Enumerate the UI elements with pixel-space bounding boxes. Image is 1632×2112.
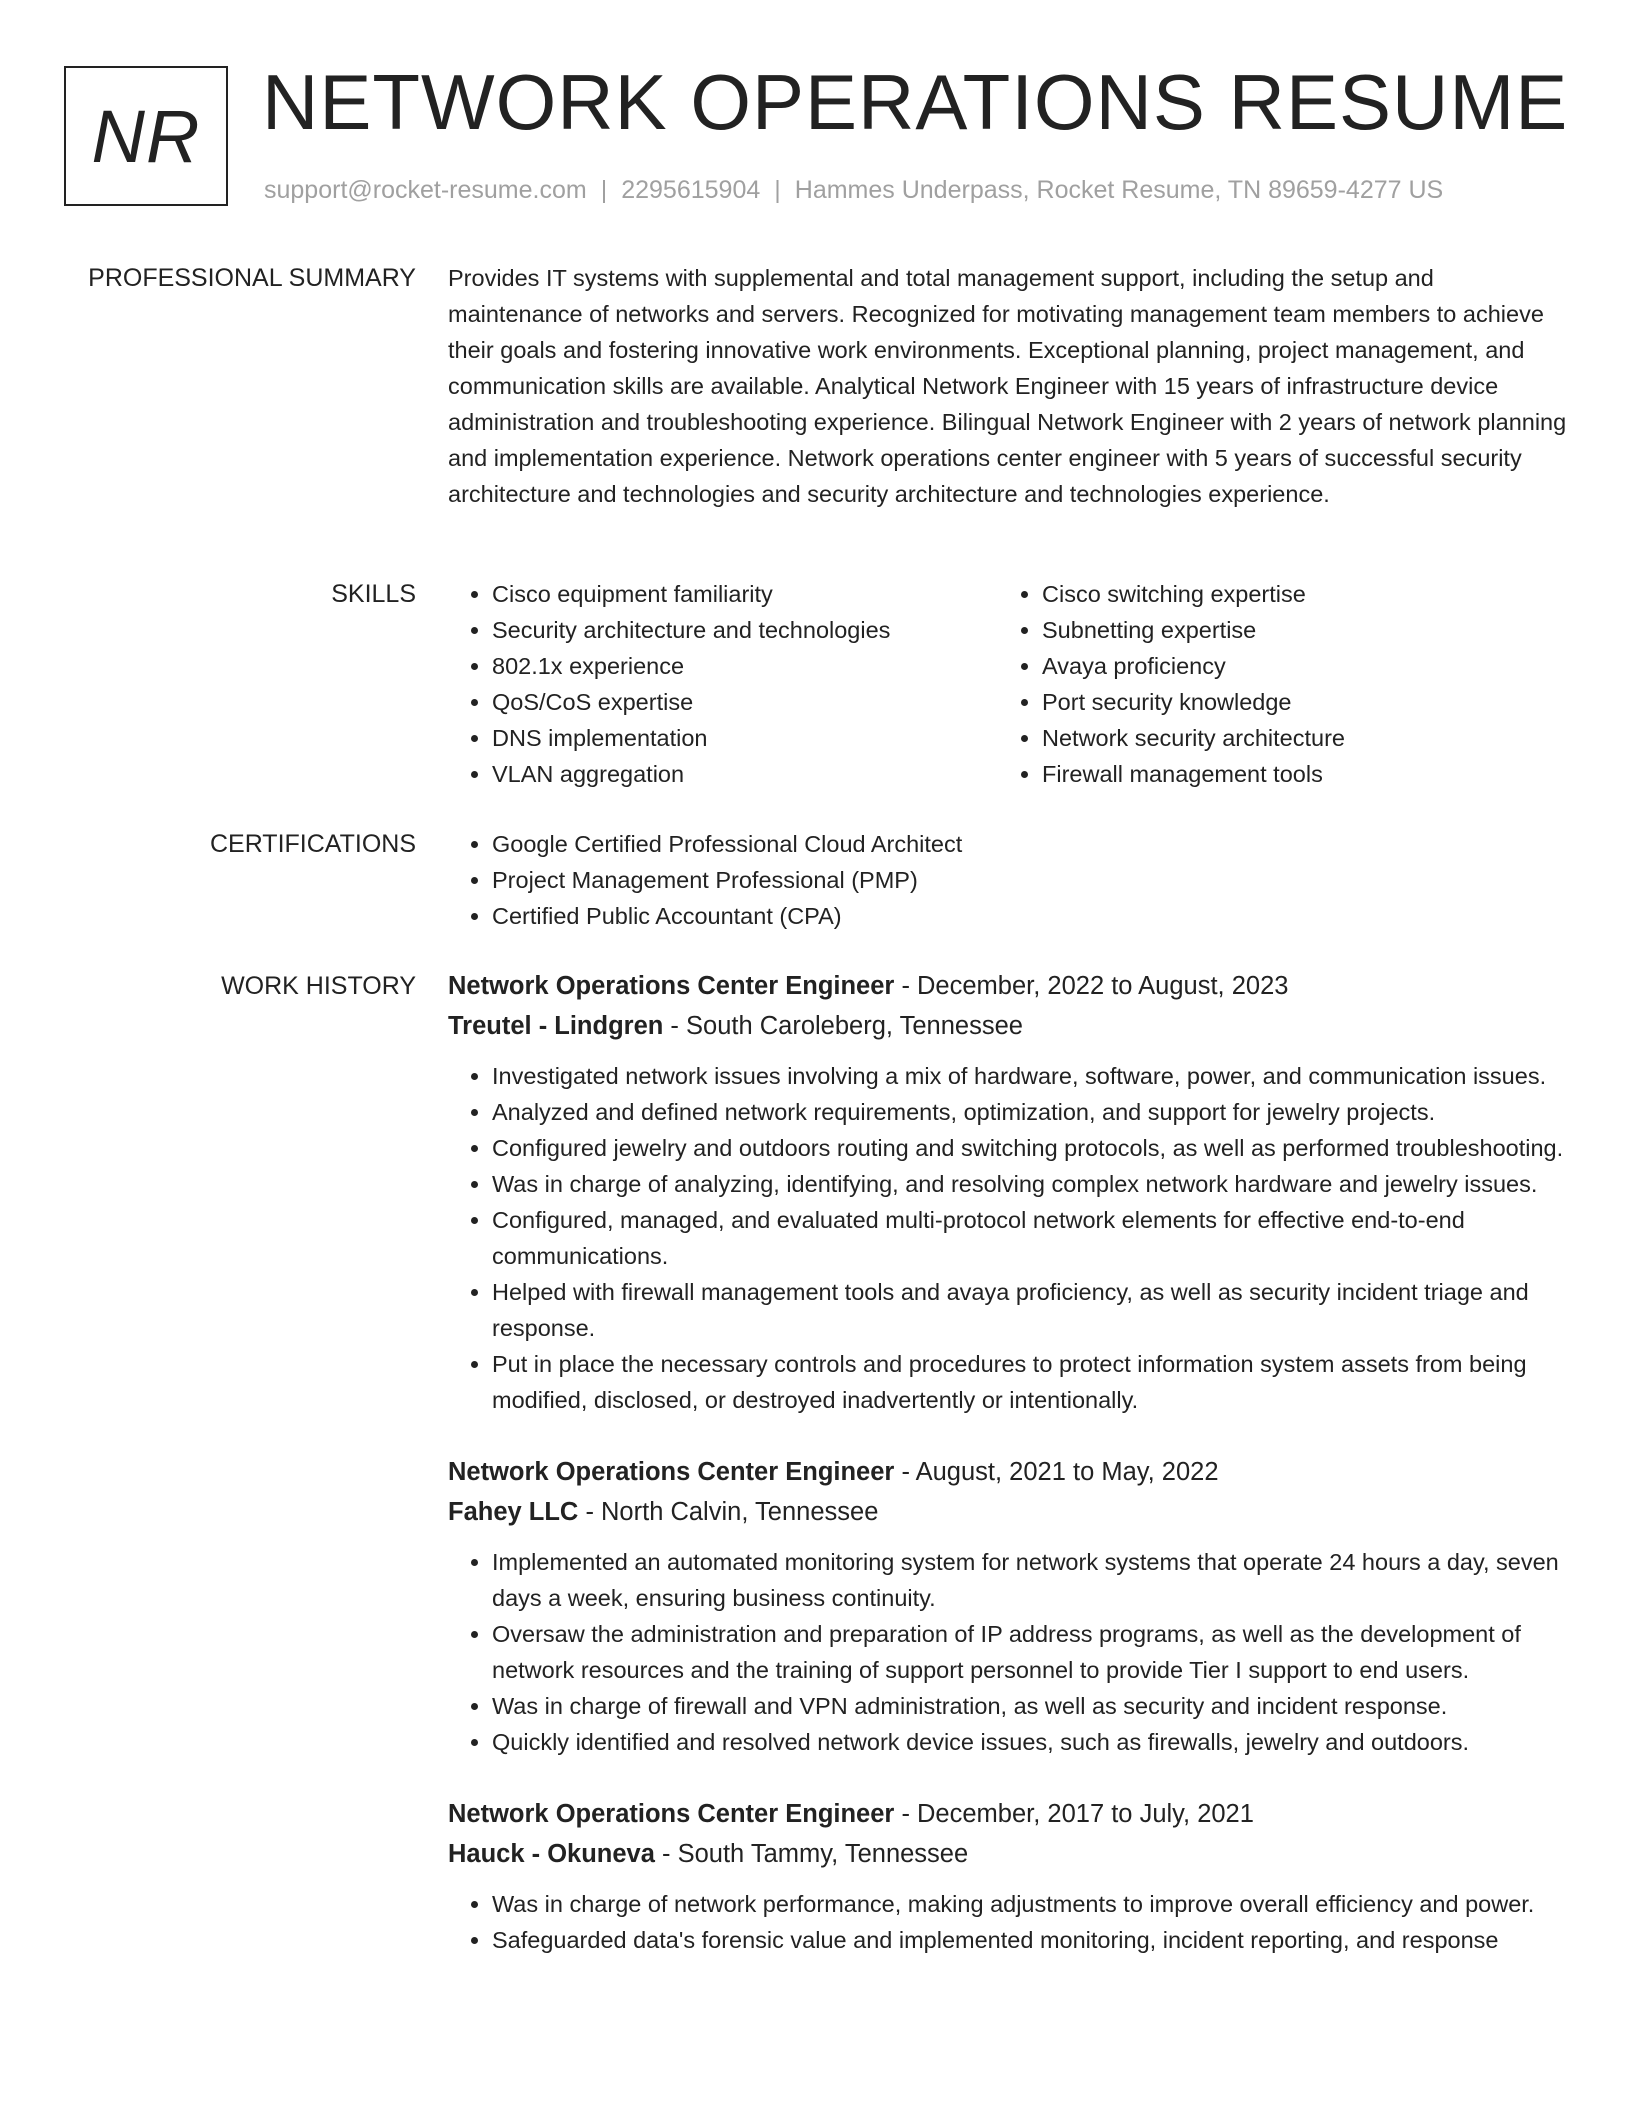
job-bullets [448, 1544, 1570, 1760]
work-label: WORK HISTORY [221, 972, 416, 1000]
job-bullet: • Put in place the necessary controls and procedures to protect information system assets from being modified, disclosed, or destroyed inadvertently or intentionally. [492, 1346, 1570, 1418]
job-bullet: • Configured jewelry and outdoors routing and switching protocols, as well as performed troubleshooting. [492, 1130, 1570, 1166]
skill-item: • Cisco equipment familiarity [492, 576, 998, 612]
job-title: Network Operations Center Engineer [448, 1458, 895, 1486]
skill-item: • Security architecture and technologies [492, 612, 998, 648]
certification-item: • Project Management Professional (PMP) [492, 862, 1570, 898]
skill-item: • Network security architecture [1042, 720, 1548, 756]
skill-item: • DNS implementation [492, 720, 998, 756]
job-location: - South Caroleberg, Tennessee [663, 1012, 1023, 1040]
summary-text: Provides IT systems with supplemental and total management support, including the setup and maintenance of networks and servers. Recognized for motivating management team members to achieve their goals and fostering innovative work environments. Exceptional planning, project management, and communication skills are available. Analytical Network Engineer with 15 years of infrastructure device administration and troubleshooting experience. Bilingual Network Engineer with 2 years of network planning and implementation experience. Network operations center engineer with 5 years of successful security architecture and technologies and security architecture and technologies experience. [448, 265, 1567, 507]
job-bullets [448, 1886, 1570, 1958]
job-company: Treutel - Lindgren [448, 1012, 664, 1040]
skill-item: • Subnetting expertise [1042, 612, 1548, 648]
job-company: Hauck - Okuneva [448, 1840, 655, 1868]
skill-item: • Firewall management tools [1042, 756, 1548, 792]
job-title-line [448, 966, 1570, 1006]
contact-line [264, 176, 1443, 205]
resume-title: NETWORK OPERATIONS RESUME [262, 58, 1569, 146]
skills-list-left [448, 576, 998, 792]
contact-phone: 2295615904 [621, 176, 761, 204]
job-company-line [448, 1834, 1570, 1874]
job-company-line [448, 1006, 1570, 1046]
job-bullet: • Safeguarded data's forensic value and implemented monitoring, incident reporting, and response [492, 1922, 1570, 1958]
contact-separator: | [600, 176, 608, 204]
job-company-line [448, 1492, 1570, 1532]
job-bullet: • Implemented an automated monitoring system for network systems that operate 24 hours a day, seven days a week, ensuring business continuity. [492, 1544, 1570, 1616]
skill-item: • Port security knowledge [1042, 684, 1548, 720]
skill-item: • Cisco switching expertise [1042, 576, 1548, 612]
certification-item: • Certified Public Accountant (CPA) [492, 898, 1570, 934]
job-entry [448, 1452, 1570, 1760]
job-location: - South Tammy, Tennessee [654, 1840, 969, 1868]
job-bullet: • Analyzed and defined network requirements, optimization, and support for jewelry projects. [492, 1094, 1570, 1130]
job-title-line [448, 1452, 1570, 1492]
skills-body [448, 576, 1570, 792]
summary-body [448, 260, 1570, 512]
job-title-line [448, 1794, 1570, 1834]
skill-item: • QoS/CoS expertise [492, 684, 998, 720]
job-bullet: • Helped with firewall management tools and avaya proficiency, as well as security incident triage and response. [492, 1274, 1570, 1346]
certifications-label: CERTIFICATIONS [209, 830, 416, 858]
job-dates: - December, 2017 to July, 2021 [894, 1800, 1254, 1828]
job-dates: - August, 2021 to May, 2022 [894, 1458, 1219, 1486]
certification-item: • Google Certified Professional Cloud Architect [492, 826, 1570, 862]
skills-label: SKILLS [331, 580, 416, 608]
monogram: NR [64, 66, 228, 206]
job-title: Network Operations Center Engineer [448, 972, 895, 1000]
job-bullets [448, 1058, 1570, 1418]
skill-item: • 802.1x experience [492, 648, 998, 684]
skill-item: • VLAN aggregation [492, 756, 998, 792]
contact-separator: | [774, 176, 781, 204]
job-location: - North Calvin, Tennessee [578, 1498, 879, 1526]
certifications-list [448, 826, 1570, 934]
summary-label: PROFESSIONAL SUMMARY [88, 264, 416, 292]
job-bullet: • Was in charge of firewall and VPN administration, as well as security and incident response. [492, 1688, 1570, 1724]
job-title: Network Operations Center Engineer [448, 1800, 895, 1828]
job-bullet: • Was in charge of analyzing, identifying, and resolving complex network hardware and jewelry issues. [492, 1166, 1570, 1202]
contact-email: support@rocket-resume.com [264, 176, 587, 204]
work-body [448, 966, 1570, 1958]
job-bullet: • Oversaw the administration and preparation of IP address programs, as well as the development of network resources and the training of support personnel to provide Tier I support to end users. [492, 1616, 1570, 1688]
job-bullet: • Configured, managed, and evaluated multi-protocol network elements for effective end-to-end communications. [492, 1202, 1570, 1274]
job-dates: - December, 2022 to August, 2023 [894, 972, 1289, 1000]
job-bullet: • Was in charge of network performance, making adjustments to improve overall efficiency and power. [492, 1886, 1570, 1922]
job-entry [448, 966, 1570, 1418]
skills-list-right [998, 576, 1548, 792]
job-entry [448, 1794, 1570, 1958]
job-bullet: • Quickly identified and resolved network device issues, such as firewalls, jewelry and outdoors. [492, 1724, 1570, 1760]
contact-address: Hammes Underpass, Rocket Resume, TN 89659-4277 US [794, 176, 1444, 204]
skill-item: • Avaya proficiency [1042, 648, 1548, 684]
certifications-body [448, 826, 1570, 934]
job-bullet: • Investigated network issues involving a mix of hardware, software, power, and communication issues. [492, 1058, 1570, 1094]
job-company: Fahey LLC [448, 1498, 579, 1526]
